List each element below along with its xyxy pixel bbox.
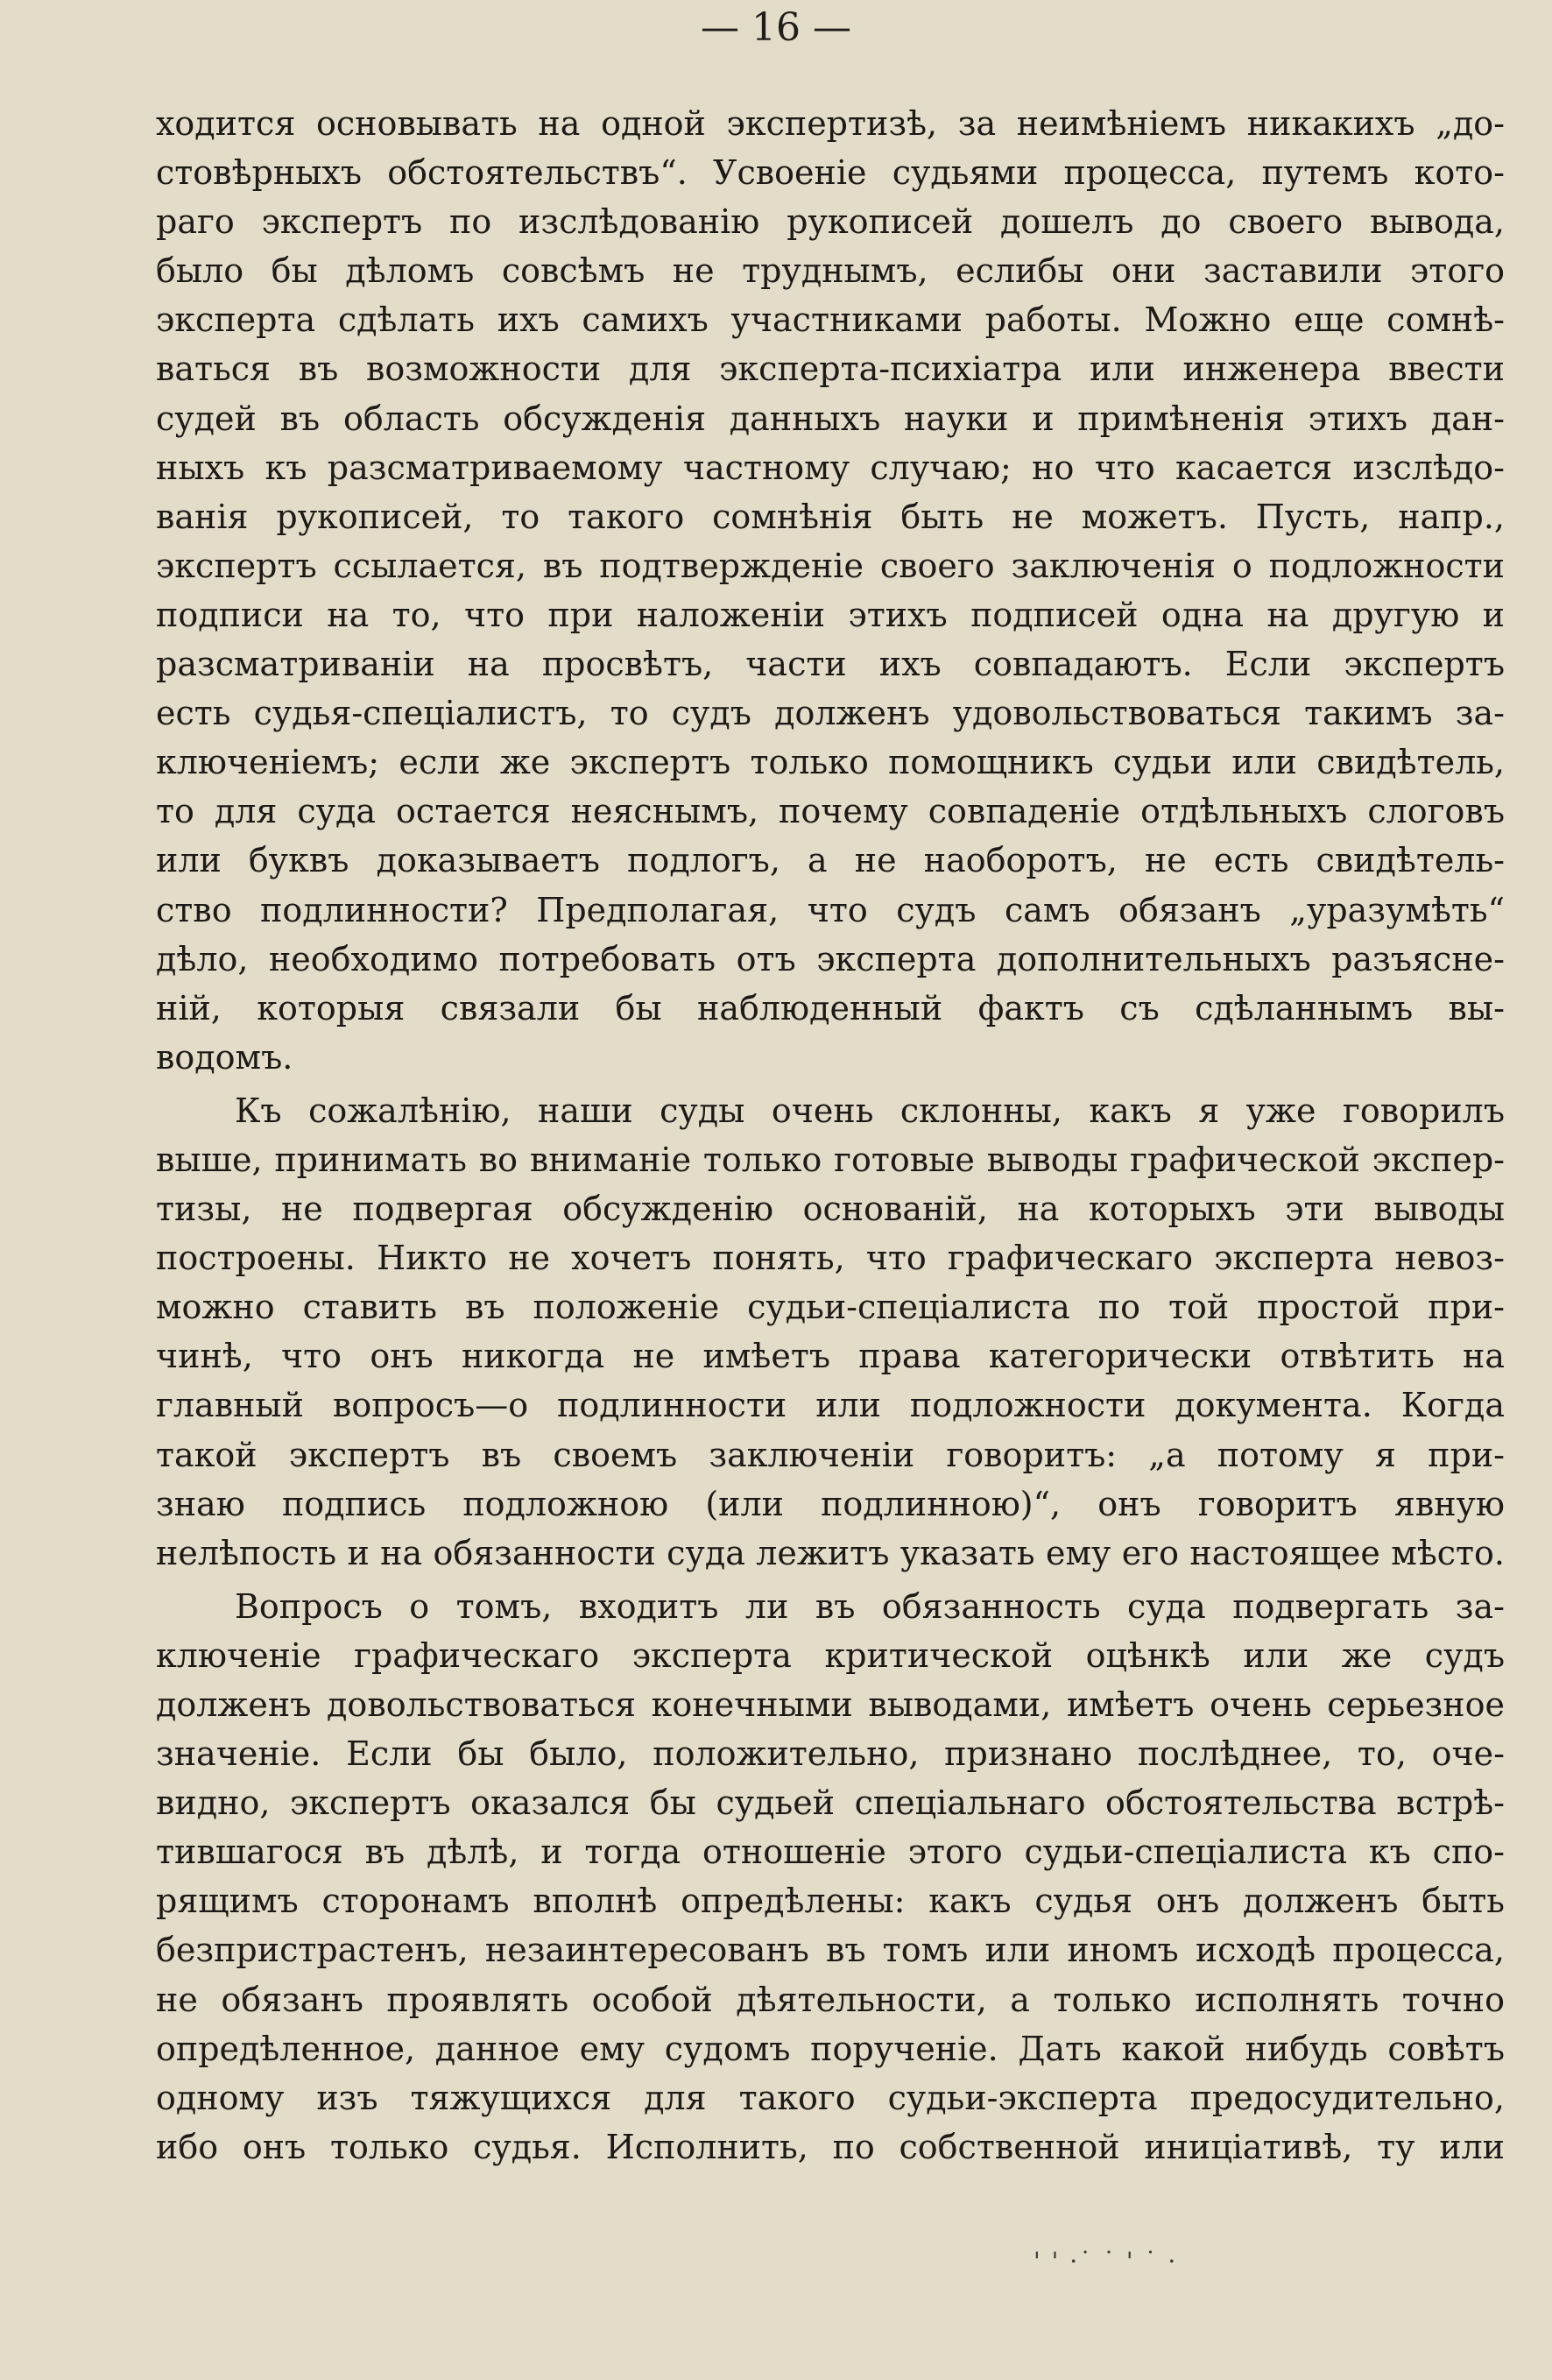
text-line: Къ сожалѣнію, наши суды очень склонны, какъ я уже говорилъ bbox=[235, 1091, 1505, 1130]
text-line: долженъ довольствоваться конечными выводами, имѣетъ очень серьезное bbox=[156, 1685, 1505, 1724]
text-line: ходится основывать на одной экспертизѣ, за неимѣніемъ никакихъ „до- bbox=[156, 104, 1505, 143]
text-line: опредѣленное, данное ему судомъ порученіе. Дать какой нибудь совѣтъ bbox=[156, 2029, 1505, 2068]
text-line: значеніе. Если бы было, положительно, признано послѣднее, то, оче- bbox=[156, 1734, 1505, 1774]
text-line: то для суда остается неяснымъ, почему совпаденіе отдѣльныхъ слоговъ bbox=[156, 792, 1505, 831]
text-line: главный вопросъ—о подлинности или подложности документа. Когда bbox=[156, 1386, 1505, 1425]
text-line: выше, принимать во вниманіе только готовые выводы графической экспер- bbox=[156, 1140, 1505, 1179]
text-line: стовѣрныхъ обстоятельствъ“. Усвоеніе судьями процесса, путемъ кото- bbox=[156, 153, 1505, 193]
text-line: судей въ область обсужденія данныхъ науки и примѣненія этихъ дан- bbox=[156, 399, 1505, 438]
text-line: было бы дѣломъ совсѣмъ не труднымъ, еслибы они заставили этого bbox=[156, 251, 1505, 291]
text-line: эксперта сдѣлать ихъ самихъ участниками работы. Можно еще сомнѣ- bbox=[156, 300, 1505, 340]
text-line: разсматриваніи на просвѣтъ, части ихъ совпадаютъ. Если экспертъ bbox=[156, 645, 1505, 684]
text-line: ній, которыя связали бы наблюденный фактъ съ сдѣланнымъ вы- bbox=[156, 988, 1505, 1028]
text-line: ваться въ возможности для эксперта-психіатра или инженера ввести bbox=[156, 350, 1505, 389]
printer-smudge: ' ' ·˙ ˙ ' ˙ · bbox=[1033, 2247, 1178, 2276]
text-line: ныхъ къ разсматриваемому частному случаю; но что касается изслѣдо- bbox=[156, 448, 1505, 487]
text-line: нелѣпость и на обязанности суда лежитъ указать ему его настоящее мѣсто. bbox=[156, 1533, 1505, 1572]
text-line: дѣло, необходимо потребовать отъ эксперта дополнительныхъ разъясне- bbox=[156, 939, 1505, 978]
text-line: ство подлинности? Предполагая, что судъ самъ обязанъ „уразумѣть“ bbox=[156, 890, 1505, 929]
text-line: знаю подпись подложною (или подлинною)“, онъ говоритъ явную bbox=[156, 1484, 1505, 1523]
page-number: — 16 — bbox=[701, 5, 851, 50]
text-line: ключеніемъ; если же экспертъ только помощникъ судьи или свидѣтель, bbox=[156, 743, 1505, 782]
text-line: рящимъ сторонамъ вполнѣ опредѣлены: какъ судья онъ долженъ быть bbox=[156, 1882, 1505, 1921]
text-line: или буквъ доказываетъ подлогъ, а не наоборотъ, не есть свидѣтель- bbox=[156, 841, 1505, 880]
text-line: такой экспертъ въ своемъ заключеніи говоритъ: „а потому я при- bbox=[156, 1435, 1505, 1474]
text-line: раго экспертъ по изслѣдованію рукописей дошелъ до своего вывода, bbox=[156, 202, 1505, 242]
text-line: ибо онъ только судья. Исполнить, по собственной иниціативѣ, ту или bbox=[156, 2127, 1505, 2166]
paragraph-1 bbox=[156, 99, 1505, 1082]
text-line: тившагося въ дѣлѣ, и тогда отношеніе этого судьи-спеціалиста къ спо- bbox=[156, 1833, 1505, 1872]
text-line: тизы, не подвергая обсужденію основаній, на которыхъ эти выводы bbox=[156, 1190, 1505, 1229]
text-line: чинѣ, что онъ никогда не имѣетъ права категорически отвѣтить на bbox=[156, 1337, 1505, 1376]
text-line: есть судья-спеціалистъ, то судъ долженъ удовольствоваться такимъ за- bbox=[156, 694, 1505, 733]
text-line: безпристрастенъ, незаинтересованъ въ томъ или иномъ исходѣ процесса, bbox=[156, 1931, 1505, 1970]
text-line: не обязанъ проявлять особой дѣятельности, а только исполнять точно bbox=[156, 1980, 1505, 2019]
text-line: ключеніе графическаго эксперта критической оцѣнкѣ или же судъ bbox=[156, 1635, 1505, 1675]
paragraph-3 bbox=[156, 1582, 1505, 2172]
paragraph-2 bbox=[156, 1086, 1505, 1578]
text-line: можно ставить въ положеніе судьи-спеціалиста по той простой при- bbox=[156, 1288, 1505, 1327]
body-text bbox=[156, 99, 1505, 2172]
text-line: ванія рукописей, то такого сомнѣнія быть не можетъ. Пусть, напр., bbox=[156, 497, 1505, 536]
text-line: видно, экспертъ оказался бы судьей спеціальнаго обстоятельства встрѣ- bbox=[156, 1783, 1505, 1823]
text-line: водомъ. bbox=[156, 1037, 293, 1077]
text-line: одному изъ тяжущихся для такого судьи-эксперта предосудительно, bbox=[156, 2078, 1505, 2117]
text-line: экспертъ ссылается, въ подтвержденіе своего заключенія о подложности bbox=[156, 546, 1505, 585]
text-line: Вопросъ о томъ, входитъ ли въ обязанность суда подвергать за- bbox=[235, 1586, 1505, 1626]
text-line: построены. Никто не хочетъ понять, что графическаго эксперта невоз- bbox=[156, 1239, 1505, 1278]
text-line: подписи на то, что при наложеніи этихъ подписей одна на другую и bbox=[156, 595, 1505, 634]
